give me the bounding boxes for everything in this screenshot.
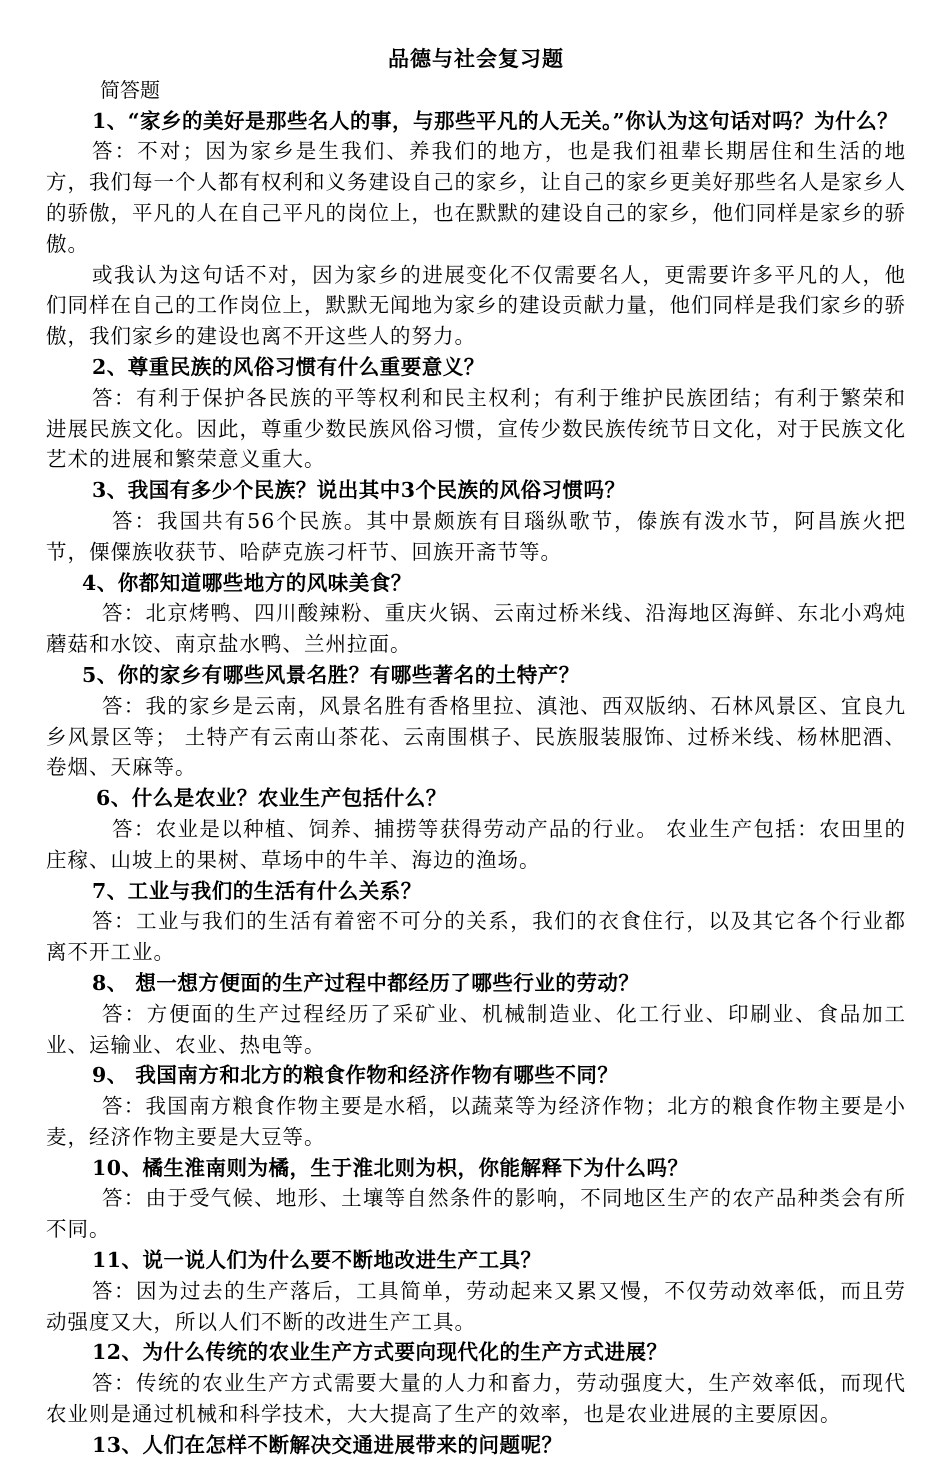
answer: 答：我的家乡是云南，风景名胜有香格里拉、滇池、西双版纳、石林风景区、宜良九乡风景区等； 土特产有云南山茶花、云南围棋子、民族服装服饰、过桥米线、杨林肥酒、卷烟、天麻等。: [46, 693, 906, 780]
answer: 答：农业是以种植、饲养、捕捞等获得劳动产品的行业。 农业生产包括：农田里的庄稼、山坡上的果树、草场中的牛羊、海边的渔场。: [46, 816, 906, 872]
question: 7、工业与我们的生活有什么关系？: [92, 878, 422, 903]
question: 1、“家乡的美好是那些名人的事，与那些平凡的人无关。”你认为这句话对吗？为什么？: [92, 108, 899, 133]
question: 3、我国有多少个民族？说出其中3个民族的风俗习惯吗？: [92, 478, 626, 503]
answer: 答：方便面的生产过程经历了采矿业、机械制造业、化工行业、印刷业、食品加工业、运输业、农业、热电等。: [46, 1001, 906, 1057]
question: 12、为什么传统的农业生产方式要向现代化的生产方式进展？: [92, 1340, 668, 1365]
answer: 或我认为这句话不对，因为家乡的进展变化不仅需要名人，更需要许多平凡的人，他们同样在自己的工作岗位上，默默无闻地为家乡的建设贡献力量，他们同样是我们家乡的骄傲，我们家乡的建设也离不开这些人的努力。: [46, 262, 906, 349]
question: 13、人们在怎样不断解决交通进展带来的问题呢？: [92, 1432, 563, 1457]
answer: 答：工业与我们的生活有着密不可分的关系，我们的衣食住行，以及其它各个行业都离不开工业。: [46, 909, 906, 965]
answer: 答：传统的农业生产方式需要大量的人力和畜力，劳动强度大，生产效率低，而现代农业则是通过机械和科学技术，大大提高了生产的效率，也是农业进展的主要原因。: [46, 1371, 906, 1427]
question: 4、你都知道哪些地方的风味美食？: [82, 570, 412, 595]
question: 2、尊重民族的风俗习惯有什么重要意义？: [92, 354, 485, 379]
document-title: 品德与社会复习题: [388, 46, 564, 71]
question: 11、说一说人们为什么要不断地改进生产工具？: [92, 1248, 542, 1273]
answer: 答：我国共有56个民族。其中景颇族有目瑙纵歌节，傣族有泼水节，阿昌族火把节，傈僳族收获节、哈萨克族刁杆节、回族开斋节等。: [46, 508, 906, 564]
question: 10、橘生淮南则为橘，生于淮北则为枳，你能解释下为什么吗？: [92, 1155, 689, 1180]
document-page: [46, 44, 906, 1461]
answer: 答：由于受气候、地形、土壤等自然条件的影响，不同地区生产的农产品种类会有所不同。: [46, 1186, 906, 1242]
question: 5、你的家乡有哪些风景名胜？有哪些著名的土特产？: [82, 662, 580, 687]
answer: 答：我国南方粮食作物主要是水稻，以蔬菜等为经济作物；北方的粮食作物主要是小麦，经济作物主要是大豆等。: [46, 1094, 906, 1149]
question: 8、 想一想方便面的生产过程中都经历了哪些行业的劳动？: [92, 970, 640, 995]
question: 9、 我国南方和北方的粮食作物和经济作物有哪些不同？: [92, 1063, 619, 1088]
answer: 答：因为过去的生产落后，工具简单，劳动起来又累又慢，不仅劳动效率低，而且劳动强度又大，所以人们不断的改进生产工具。: [46, 1278, 906, 1334]
answer: 答：不对；因为家乡是生我们、养我们的地方，也是我们祖辈长期居住和生活的地方，我们每一个人都有权利和义务建设自己的家乡，让自己的家乡更美好那些名人是家乡人的骄傲，平凡的人在自己平凡的岗位上，也在默默的建设自己的家乡，他们同样是家乡的骄傲。: [46, 139, 906, 256]
section-label: 简答题: [100, 77, 160, 102]
answer: 答：有利于保护各民族的平等权利和民主权利；有利于维护民族团结；有利于繁荣和进展民族文化。因此，尊重少数民族风俗习惯，宣传少数民族传统节日文化，对于民族文化艺术的进展和繁荣意义重大。: [46, 385, 906, 472]
question: 6、什么是农业？农业生产包括什么？: [96, 786, 447, 811]
answer: 答：北京烤鸭、四川酸辣粉、重庆火锅、云南过桥米线、沿海地区海鲜、东北小鸡炖蘑菇和水饺、南京盐水鸭、兰州拉面。: [46, 601, 906, 657]
